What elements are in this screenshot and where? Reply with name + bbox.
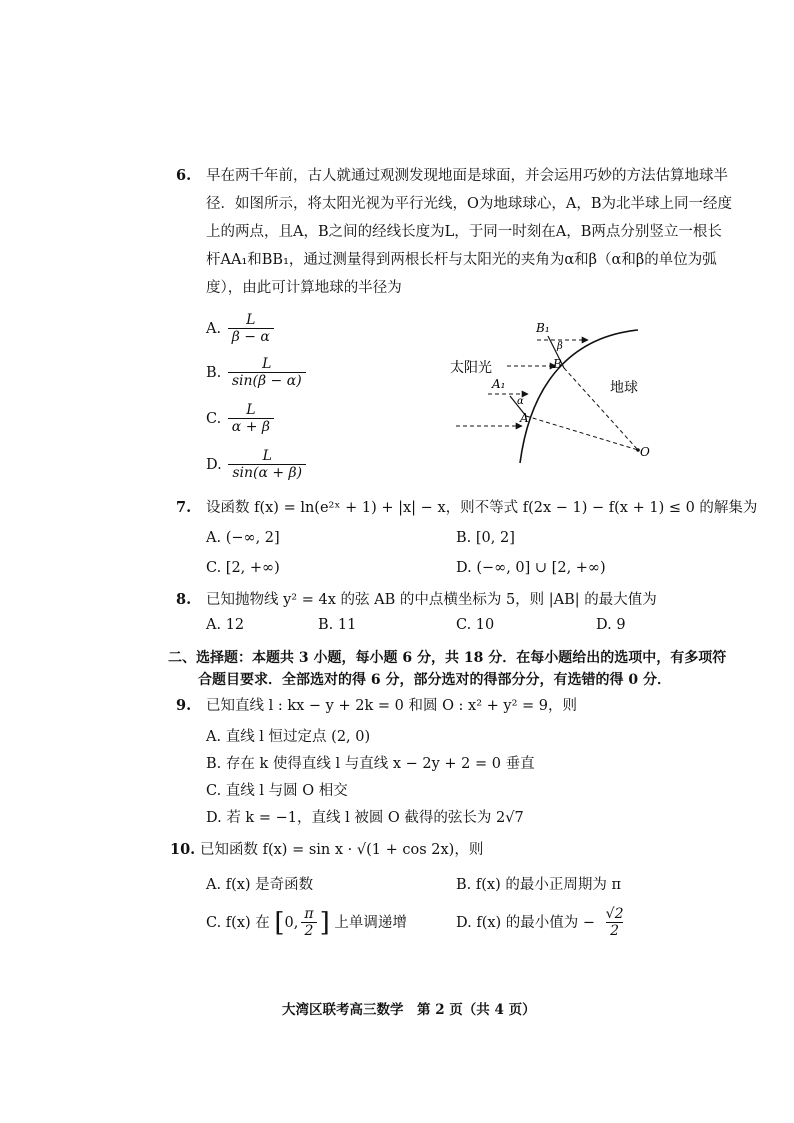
q8-number: 8. (176, 591, 192, 608)
label-b1: B₁ (536, 321, 550, 335)
q7-option-d-text: (−∞, 0] ∪ [2, +∞) (476, 560, 606, 576)
q7-number: 7. (176, 499, 192, 516)
q6-stem-line2: 径．如图所示，将太阳光视为平行光线，O为地球球心，A，B为北半球上同一经度 (206, 196, 733, 212)
label-a1: A₁ (492, 377, 506, 391)
q7-option-d[interactable] (456, 560, 606, 576)
q10-option-d-pre: f(x) 的最小值为 − (476, 915, 596, 931)
q7-option-b-text: [0, 2] (475, 530, 515, 546)
q8-option-d-text: 9 (616, 617, 626, 633)
q10-option-d-fraction (602, 906, 628, 940)
label-beta: β (557, 341, 563, 352)
q8-option-d-label: D. (596, 617, 612, 633)
q6-option-c[interactable] (206, 402, 276, 436)
label-alpha: α (517, 396, 524, 407)
q8-option-b-label: B. (318, 617, 334, 633)
q7-option-b[interactable] (456, 530, 515, 546)
q9-option-b[interactable] (206, 752, 535, 773)
q9-option-a-label: A. (206, 729, 222, 745)
q9-option-b-text: 存在 k 使得直线 l 与直线 x − 2y + 2 = 0 垂直 (225, 756, 535, 772)
q10-option-c-post: 上单调递增 (334, 915, 407, 931)
q9-stem: 已知直线 l : kx − y + 2k = 0 和圆 O : x² + y² = 9，则 (206, 698, 578, 714)
q10-option-d-denominator: 2 (606, 922, 623, 940)
q6-option-d-numerator: L (262, 448, 272, 464)
q10-option-d[interactable] (456, 906, 630, 940)
q9-option-a[interactable] (206, 725, 370, 746)
q8-option-a-label: A. (206, 617, 222, 633)
q9-option-b-label: B. (206, 756, 222, 772)
q8-option-c-label: C. (456, 617, 472, 633)
q6-option-d-label: D. (206, 457, 222, 473)
q9-number: 9. (176, 697, 192, 714)
q6-option-b-label: B. (206, 365, 222, 381)
q6-option-c-denominator: α + β (228, 418, 274, 436)
q7-option-d-label: D. (456, 560, 472, 576)
q8-option-c-text: 10 (475, 617, 495, 633)
q8-option-d[interactable] (596, 617, 626, 633)
q6-number: 6. (176, 167, 192, 184)
q7-option-a-label: A. (206, 530, 222, 546)
q6-option-d-fraction (228, 448, 306, 482)
q6-option-a-fraction (228, 312, 274, 346)
q6-option-b-numerator: L (262, 356, 272, 372)
q6-stem-line3: 上的两点，且A，B之间的经线长度为L，于同一时刻在A，B两点分别竖立一根长 (206, 224, 722, 240)
radius-oa (526, 416, 638, 450)
section2-line1: 二、选择题：本题共 3 小题，每小题 6 分，共 18 分．在每小题给出的选项中，有多项符 (168, 650, 727, 666)
q6-option-b-denominator: sin(β − α) (228, 372, 306, 390)
q10-option-a-label: A. (206, 877, 222, 893)
q7-option-b-label: B. (456, 530, 472, 546)
q10-option-b[interactable] (456, 873, 621, 894)
q10-option-b-text: f(x) 的最小正周期为 π (475, 877, 621, 893)
q10-option-c-bracket-left: 0, (284, 915, 299, 931)
q10-option-b-label: B. (456, 877, 472, 893)
q7-stem: 设函数 f(x) = ln(e²ˣ + 1) + |x| − x，则不等式 f(2x − 1) − f(x + 1) ≤ 0 的解集为 (206, 500, 758, 516)
q6-option-b[interactable] (206, 356, 308, 390)
q9-option-c-label: C. (206, 783, 222, 799)
label-a: A (520, 411, 529, 425)
label-b: B (553, 357, 562, 371)
q10-stem: 已知函数 f(x) = sin x · √(1 + cos 2x)，则 (200, 842, 484, 858)
q6-stem-line4: 杆AA₁和BB₁，通过测量得到两根长杆与太阳光的夹角为α和β（α和β的单位为弧 (206, 252, 717, 268)
label-o: O (640, 445, 650, 459)
q6-stem-line5: 度），由此可计算地球的半径为 (206, 280, 402, 296)
q6-option-a[interactable] (206, 312, 276, 346)
q10-option-c-bracket-open: [ (274, 908, 285, 938)
q6-figure (440, 318, 670, 468)
q10-option-d-label: D. (456, 915, 472, 931)
q7-option-a-text: (−∞, 2] (225, 530, 280, 546)
q10-option-c-numerator: π (304, 906, 314, 922)
q10-option-a[interactable] (206, 873, 313, 894)
section2-line2: 合题目要求．全部选对的得 6 分，部分选对的得部分分，有选错的得 0 分． (198, 672, 671, 688)
q7-option-c-text: [2, +∞) (225, 560, 280, 576)
q6-option-a-denominator: β − α (228, 328, 274, 346)
q10-option-c-label: C. (206, 915, 222, 931)
q6-option-a-numerator: L (246, 312, 256, 328)
q9-option-d-text: 若 k = −1，直线 l 被圆 O 截得的弦长为 2√7 (226, 810, 524, 826)
q10-option-c-pre: f(x) 在 (225, 915, 270, 931)
q8-option-b[interactable] (318, 617, 356, 633)
label-sunlight: 太阳光 (450, 360, 492, 376)
q9-option-c-text: 直线 l 与圆 O 相交 (225, 783, 348, 799)
q6-option-c-numerator: L (246, 402, 256, 418)
q6-option-d-denominator: sin(α + β) (228, 464, 306, 482)
q6-option-b-fraction (228, 356, 306, 390)
q6-stem-line1: 早在两千年前，古人就通过观测发现地面是球面，并会运用巧妙的方法估算地球半 (206, 168, 728, 184)
page-footer: 大湾区联考高三数学 第 2 页（共 4 页） (282, 1002, 536, 1018)
q7-option-c[interactable] (206, 560, 280, 576)
q10-option-c-fraction (300, 906, 317, 940)
q10-option-a-text: f(x) 是奇函数 (225, 877, 314, 893)
q10-option-c[interactable] (206, 906, 407, 940)
q9-option-d[interactable] (206, 806, 524, 827)
q8-option-a-text: 12 (225, 617, 245, 633)
q8-option-b-text: 11 (337, 617, 357, 633)
q6-option-c-fraction (228, 402, 274, 436)
q9-option-d-label: D. (206, 810, 222, 826)
q10-number: 10. (170, 841, 196, 858)
q9-option-c[interactable] (206, 779, 348, 800)
earth-arc (520, 330, 638, 463)
q8-stem: 已知抛物线 y² = 4x 的弦 AB 的中点横坐标为 5，则 |AB| 的最大值为 (206, 592, 657, 608)
q10-option-c-bracket-close: ] (319, 908, 330, 938)
q7-option-c-label: C. (206, 560, 222, 576)
q6-option-a-label: A. (206, 321, 222, 337)
q10-option-d-numerator: √2 (605, 906, 624, 922)
q9-option-a-text: 直线 l 恒过定点 (2, 0) (225, 729, 371, 745)
q6-option-c-label: C. (206, 411, 222, 427)
label-earth: 地球 (610, 380, 638, 396)
q7-option-a[interactable] (206, 530, 280, 546)
q6-option-d[interactable] (206, 448, 308, 482)
q10-option-c-denominator: 2 (301, 922, 318, 940)
q8-option-c[interactable] (456, 617, 494, 633)
q8-option-a[interactable] (206, 617, 244, 633)
